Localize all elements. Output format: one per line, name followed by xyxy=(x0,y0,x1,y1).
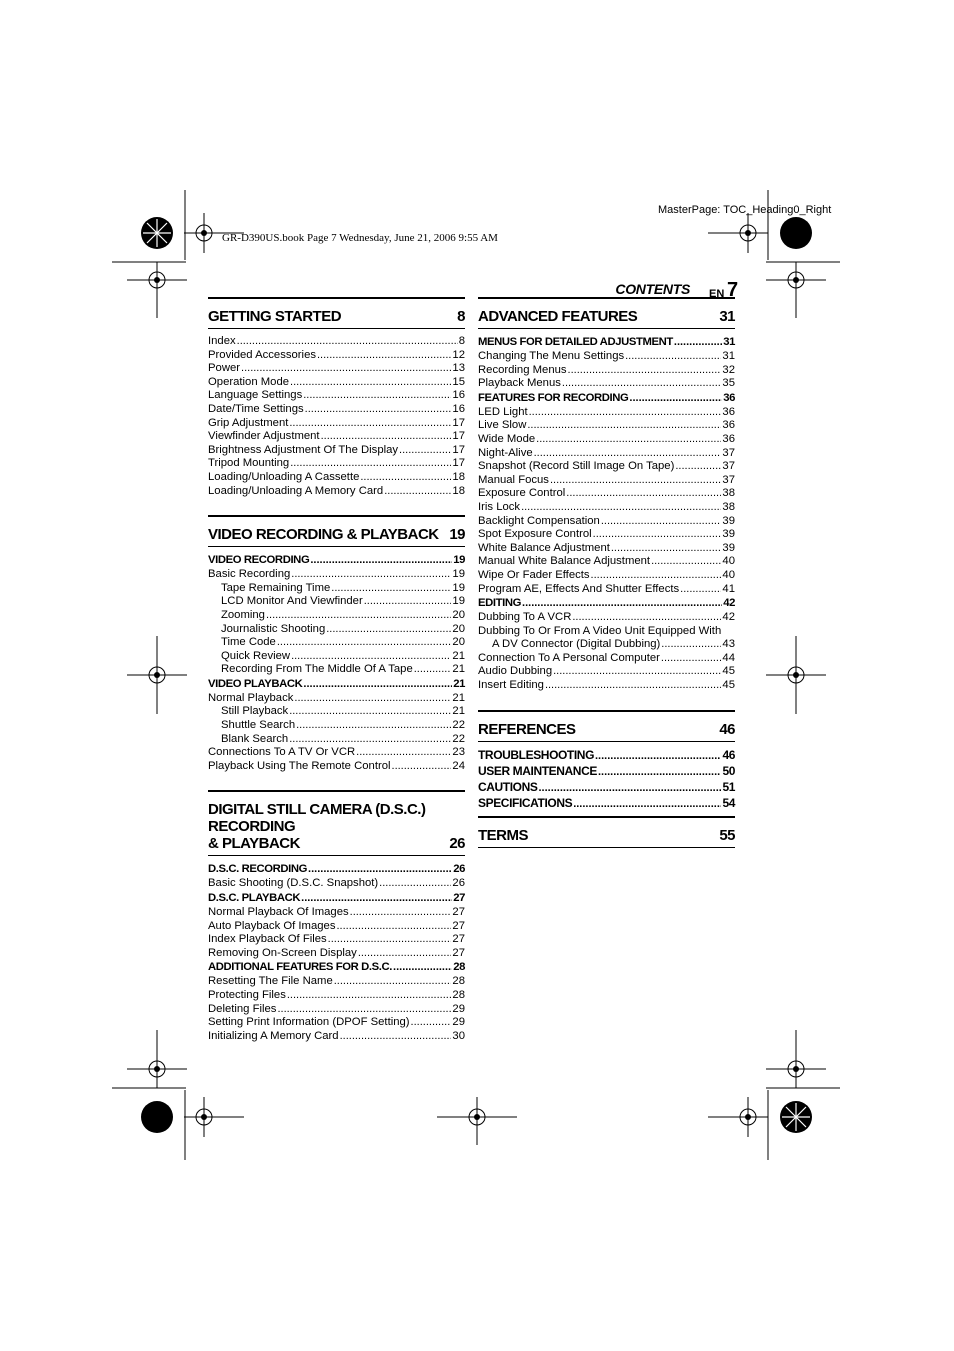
entry-label: Date/Time Settings xyxy=(208,402,304,415)
toc-entry[interactable] xyxy=(208,457,465,471)
entry-page: 39 xyxy=(722,514,735,527)
entry-label: Playback Menus xyxy=(478,377,561,390)
entry-label: Index Playback Of Files xyxy=(208,933,327,946)
entry-label: Changing The Menu Settings xyxy=(478,350,625,362)
entry-label: Insert Editing xyxy=(478,679,544,692)
dot-leader xyxy=(291,650,451,664)
section-page: 8 xyxy=(457,308,465,325)
dot-leader xyxy=(545,679,721,693)
entry-label: Auto Playback Of Images xyxy=(208,919,336,932)
entry-page: 22 xyxy=(452,719,465,732)
dot-leader xyxy=(340,1030,452,1044)
dot-leader xyxy=(562,377,722,391)
section-title: ADVANCED FEATURES xyxy=(478,308,638,325)
dot-leader xyxy=(266,609,451,623)
entry-page: 20 xyxy=(452,608,465,621)
entry-page: 37 xyxy=(722,460,735,473)
entry-label: Power xyxy=(208,362,241,375)
toc-entry[interactable] xyxy=(478,447,735,461)
dot-leader xyxy=(296,719,451,733)
dot-leader xyxy=(287,989,452,1003)
entry-page: 23 xyxy=(452,746,465,759)
toc-entry[interactable] xyxy=(478,350,735,364)
dot-leader xyxy=(289,705,451,719)
entry-label: Index xyxy=(208,335,236,347)
entry-label: Journalistic Shooting xyxy=(221,622,326,635)
entry-page: 31 xyxy=(722,350,735,362)
toc-major-entry[interactable] xyxy=(478,796,735,812)
dot-leader xyxy=(358,947,452,961)
entry-label: Time Code xyxy=(221,636,276,649)
entry-label: USER MAINTENANCE xyxy=(478,763,597,778)
entry-label: Tape Remaining Time xyxy=(221,581,331,594)
toc-entry[interactable] xyxy=(478,569,735,583)
entry-page: 18 xyxy=(452,484,465,497)
dot-leader xyxy=(521,501,721,515)
dot-leader xyxy=(598,765,721,780)
toc-entry[interactable] xyxy=(478,501,735,515)
dot-leader xyxy=(534,447,722,461)
entry-page: 21 xyxy=(452,705,465,718)
entry-page: 26 xyxy=(452,877,465,890)
entry-label: Manual Focus xyxy=(478,473,549,486)
entry-label: LCD Monitor And Viewfinder xyxy=(221,595,363,608)
toc-entry[interactable] xyxy=(208,920,465,934)
toc-entry[interactable] xyxy=(208,760,465,774)
toc-entry[interactable] xyxy=(208,746,465,760)
entry-label: Program AE, Effects And Shutter Effects xyxy=(478,582,680,595)
entry-page: 8 xyxy=(458,335,465,347)
toc-subheading[interactable]: FEATURES FOR RECORDING ..... 36 xyxy=(478,391,735,406)
dot-leader xyxy=(305,403,452,417)
entry-page: 21 xyxy=(452,649,465,662)
toc-entry[interactable] xyxy=(208,376,465,390)
entry-page: 18 xyxy=(452,470,465,483)
toc-entry[interactable] xyxy=(208,947,465,961)
entry-label: Manual White Balance Adjustment xyxy=(478,555,651,568)
dot-leader xyxy=(675,460,721,474)
toc-entry[interactable] xyxy=(478,542,735,556)
entry-label: Night-Alive xyxy=(478,446,533,459)
menus-list xyxy=(478,350,735,391)
dot-leader xyxy=(680,583,721,597)
dot-leader xyxy=(360,471,451,485)
dsc-additional-list xyxy=(208,975,465,1043)
entry-label: Resetting The File Name xyxy=(208,975,333,988)
toc-entry[interactable] xyxy=(478,487,735,501)
entry-page: 38 xyxy=(722,500,735,513)
entry-label: Spot Exposure Control xyxy=(478,528,592,541)
toc-entry[interactable] xyxy=(208,877,465,891)
section-terms[interactable] xyxy=(478,816,735,848)
entry-label: Backlight Compensation xyxy=(478,514,600,527)
toc-entry[interactable] xyxy=(208,403,465,417)
entry-label: Connection To A Personal Computer xyxy=(478,651,660,664)
entry-page: 17 xyxy=(452,457,465,470)
dot-leader xyxy=(326,623,451,637)
masterpage-label: MasterPage: TOC_Heading0_Right xyxy=(658,204,832,216)
language-label: EN xyxy=(709,288,725,300)
entry-page: 35 xyxy=(722,377,735,390)
dot-leader xyxy=(303,389,451,403)
toc-entry[interactable] xyxy=(478,419,735,433)
contents-label: CONTENTS xyxy=(615,281,690,297)
toc-entry[interactable] xyxy=(478,460,735,474)
toc-entry[interactable] xyxy=(478,515,735,529)
section-references[interactable] xyxy=(478,710,735,742)
dot-leader xyxy=(384,485,451,499)
dot-leader xyxy=(290,376,451,390)
section-page: 31 xyxy=(719,308,735,325)
entry-label: Loading/Unloading A Memory Card xyxy=(208,484,384,497)
entry-page: 16 xyxy=(452,402,465,415)
toc-entry[interactable] xyxy=(478,665,735,679)
section-page: 46 xyxy=(719,720,735,738)
toc-entry[interactable] xyxy=(208,471,465,485)
dot-leader xyxy=(591,569,722,583)
dot-leader xyxy=(601,515,722,529)
dot-leader xyxy=(290,457,451,471)
toc-entry[interactable] xyxy=(208,362,465,376)
toc-entry[interactable] xyxy=(478,433,735,447)
toc-entry[interactable] xyxy=(208,1003,465,1017)
toc-subheading[interactable]: ADDITIONAL FEATURES FOR D.S.C. ..... 28 xyxy=(208,960,465,975)
toc-major-entry[interactable] xyxy=(478,780,735,796)
video-playback-list xyxy=(208,705,465,746)
toc-major-entry[interactable] xyxy=(478,764,735,780)
toc-entry[interactable]: Dubbing To A VCR ..... 42 xyxy=(478,611,735,625)
section-page: 26 xyxy=(449,835,465,853)
dot-leader xyxy=(625,350,721,364)
dot-leader xyxy=(289,417,451,431)
dot-leader xyxy=(328,933,452,947)
dot-leader xyxy=(550,474,721,488)
entry-page: 29 xyxy=(452,1016,465,1029)
entry-label: Wide Mode xyxy=(478,432,536,445)
section-title: DIGITAL STILL CAMERA (D.S.C.) RECORDING xyxy=(208,801,426,836)
dot-leader xyxy=(399,444,451,458)
entry-label: Quick Review xyxy=(221,649,291,662)
toc-left-column xyxy=(208,297,465,1043)
toc-entry[interactable] xyxy=(478,528,735,542)
toc-entry[interactable] xyxy=(208,933,465,947)
toc-entry[interactable] xyxy=(208,636,465,650)
entry-label: Basic Shooting (D.S.C. Snapshot) xyxy=(208,877,379,890)
entry-label: TROUBLESHOOTING xyxy=(478,747,594,762)
dot-leader xyxy=(529,406,722,420)
section-title-line2: & PLAYBACK xyxy=(208,835,300,853)
dot-leader xyxy=(411,1016,452,1030)
page-number: 7 xyxy=(727,279,739,301)
dot-leader xyxy=(321,430,452,444)
entry-label: White Balance Adjustment xyxy=(478,541,610,554)
toc-subheading[interactable]: D.S.C. PLAYBACK ..... 27 xyxy=(208,891,465,906)
entry-page: 17 xyxy=(452,430,465,443)
dot-leader xyxy=(566,487,721,501)
toc-entry[interactable] xyxy=(208,430,465,444)
dsc-playback-list xyxy=(208,906,465,960)
toc-entry[interactable]: Normal Playback ..... 21 xyxy=(208,692,465,706)
toc-major-entry[interactable] xyxy=(478,748,735,764)
entry-page: 15 xyxy=(452,375,465,388)
toc-entry[interactable] xyxy=(208,906,465,920)
toc-entry[interactable] xyxy=(208,389,465,403)
entry-page: 12 xyxy=(452,348,465,361)
entry-page: 20 xyxy=(452,622,465,635)
entry-label: Removing On-Screen Display xyxy=(208,946,357,959)
toc-entry[interactable] xyxy=(478,583,735,597)
entry-page: 29 xyxy=(452,1002,465,1015)
entry-page: 36 xyxy=(722,419,735,432)
dot-leader xyxy=(350,906,452,920)
toc-entry[interactable] xyxy=(478,377,735,391)
entry-page: 24 xyxy=(452,759,465,772)
toc-entry[interactable] xyxy=(208,1016,465,1030)
entry-label: Setting Print Information (DPOF Setting) xyxy=(208,1016,410,1029)
entry-label: Connections To A TV Or VCR xyxy=(208,746,356,759)
entry-label: LED Light xyxy=(478,405,528,418)
section-title: REFERENCES xyxy=(478,720,576,738)
dot-leader xyxy=(611,542,722,556)
dot-leader xyxy=(392,760,452,774)
toc-entry[interactable] xyxy=(478,364,735,378)
toc-entry[interactable]: Dubbing To Or From A Video Unit Equipped With A DV Connector (Digital Dubbing) ..... 43 xyxy=(478,625,735,652)
toc-entry[interactable] xyxy=(478,679,735,693)
entry-label: Protecting Files xyxy=(208,989,286,1001)
section-title: GETTING STARTED xyxy=(208,308,342,325)
toc-entry[interactable]: Basic Recording ..... 19 xyxy=(208,568,465,582)
entry-page: 50 xyxy=(722,763,735,778)
toc-entry[interactable] xyxy=(208,335,465,349)
entry-page: 19 xyxy=(452,581,465,594)
entry-page: 37 xyxy=(722,446,735,459)
entry-label: Tripod Mounting xyxy=(208,457,290,470)
entry-page: 41 xyxy=(722,582,735,595)
dot-leader xyxy=(553,665,721,679)
entry-page: 17 xyxy=(452,416,465,429)
getting-started-list xyxy=(208,335,465,498)
entry-label: Loading/Unloading A Cassette xyxy=(208,470,360,483)
entry-label: Recording From The Middle Of A Tape xyxy=(221,663,413,676)
entry-page: 40 xyxy=(722,568,735,581)
entry-page: 20 xyxy=(452,636,465,649)
section-video[interactable] xyxy=(208,515,465,547)
toc-entry[interactable] xyxy=(478,555,735,569)
entry-label: Audio Dubbing xyxy=(478,665,553,678)
section-getting-started[interactable] xyxy=(208,297,465,329)
entry-label: Normal Playback Of Images xyxy=(208,906,349,919)
entry-label: Still Playback xyxy=(221,705,289,718)
dot-leader xyxy=(277,636,452,650)
entry-label: Language Settings xyxy=(208,389,303,402)
section-dsc[interactable] xyxy=(208,790,465,856)
dsc-recording-list xyxy=(208,877,465,891)
dot-leader xyxy=(356,746,451,760)
toc-subheading[interactable]: D.S.C. RECORDING ..... 26 xyxy=(208,862,465,877)
toc-right-column xyxy=(478,297,735,854)
features-list xyxy=(478,406,735,596)
entry-page: 44 xyxy=(722,651,735,664)
entry-label: Live Slow xyxy=(478,419,527,432)
dot-leader xyxy=(364,595,452,609)
dot-leader xyxy=(317,349,451,363)
toc-subheading[interactable]: VIDEO RECORDING ..... 19 xyxy=(208,553,465,568)
entry-label: Provided Accessories xyxy=(208,348,316,361)
entry-label: Zooming xyxy=(221,608,265,621)
dot-leader xyxy=(336,920,451,934)
dot-leader xyxy=(331,582,451,596)
entry-page: 22 xyxy=(452,732,465,745)
dot-leader xyxy=(289,733,451,747)
toc-entry[interactable] xyxy=(208,663,465,677)
entry-page: 28 xyxy=(452,975,465,988)
entry-page: 30 xyxy=(452,1029,465,1042)
entry-page: 32 xyxy=(722,363,735,376)
entry-page: 51 xyxy=(722,780,735,795)
dot-leader xyxy=(538,781,721,796)
entry-label: Viewfinder Adjustment xyxy=(208,430,320,443)
dot-leader xyxy=(651,555,721,569)
toc-entry[interactable] xyxy=(208,609,465,623)
entry-label: Initializing A Memory Card xyxy=(208,1029,339,1042)
entry-page: 17 xyxy=(452,443,465,456)
dot-leader xyxy=(277,1003,451,1017)
toc-entry[interactable] xyxy=(208,582,465,596)
entry-page: 45 xyxy=(722,679,735,692)
toc-entry[interactable] xyxy=(208,623,465,637)
entry-page: 46 xyxy=(722,747,735,762)
dot-leader xyxy=(536,433,721,447)
entry-label: Brightness Adjustment Of The Display xyxy=(208,443,399,456)
dot-leader xyxy=(568,364,722,378)
section-title: TERMS xyxy=(478,827,528,845)
toc-entry[interactable] xyxy=(208,349,465,363)
entry-label: Wipe Or Fader Effects xyxy=(478,568,590,581)
toc-entry[interactable] xyxy=(208,444,465,458)
entry-page: 45 xyxy=(722,665,735,678)
entry-label: SPECIFICATIONS xyxy=(478,796,573,811)
entry-page: 16 xyxy=(452,389,465,402)
entry-page: 37 xyxy=(722,473,735,486)
toc-subheading[interactable]: MENUS FOR DETAILED ADJUSTMENT ..... 31 xyxy=(478,335,735,350)
dot-leader xyxy=(661,652,722,666)
entry-page: 28 xyxy=(452,989,465,1001)
entry-label: Blank Search xyxy=(221,732,289,745)
entry-page: 54 xyxy=(722,796,735,811)
dot-leader xyxy=(593,528,722,542)
toc-entry[interactable] xyxy=(208,705,465,719)
section-page: 19 xyxy=(449,526,465,544)
entry-page: 21 xyxy=(452,663,465,676)
entry-label: Deleting Files xyxy=(208,1002,277,1015)
dot-leader xyxy=(379,877,451,891)
dot-leader xyxy=(573,797,721,812)
section-page: 55 xyxy=(719,827,735,845)
toc-entry[interactable] xyxy=(478,406,735,420)
entry-label: Operation Mode xyxy=(208,375,290,388)
entry-label: Recording Menus xyxy=(478,363,567,376)
entry-label: Exposure Control xyxy=(478,487,566,500)
entry-label: Iris Lock xyxy=(478,500,521,513)
dot-leader xyxy=(414,663,452,677)
toc-entry[interactable] xyxy=(208,719,465,733)
entry-page: 27 xyxy=(452,933,465,946)
video-tail-list xyxy=(208,746,465,773)
section-title: VIDEO RECORDING & PLAYBACK xyxy=(208,526,439,544)
entry-page: 36 xyxy=(722,405,735,418)
entry-page: 13 xyxy=(452,362,465,375)
dot-leader xyxy=(527,419,721,433)
entry-page: 27 xyxy=(452,946,465,959)
entry-page: 19 xyxy=(452,595,465,608)
entry-page: 39 xyxy=(722,541,735,554)
book-info-line: GR-D390US.book Page 7 Wednesday, June 21, 2006 9:55 AM xyxy=(222,232,498,244)
dot-leader xyxy=(237,335,458,349)
toc-entry[interactable] xyxy=(208,975,465,989)
toc-entry[interactable] xyxy=(208,485,465,499)
entry-label: Grip Adjustment xyxy=(208,416,289,429)
video-recording-list xyxy=(208,582,465,677)
entry-page: 39 xyxy=(722,528,735,541)
toc-entry[interactable] xyxy=(208,1030,465,1044)
entry-page: 40 xyxy=(722,555,735,568)
entry-label: Shuttle Search xyxy=(221,719,296,732)
entry-page: 38 xyxy=(722,487,735,500)
toc-entry[interactable] xyxy=(208,417,465,431)
toc-subheading[interactable]: VIDEO PLAYBACK ..... 21 xyxy=(208,677,465,692)
toc-entry[interactable] xyxy=(478,474,735,488)
entry-label: CAUTIONS xyxy=(478,780,538,795)
editing-list xyxy=(478,652,735,693)
entry-page: 27 xyxy=(452,919,465,932)
entry-page: 27 xyxy=(452,906,465,919)
toc-entry[interactable] xyxy=(208,650,465,664)
toc-entry[interactable] xyxy=(208,595,465,609)
entry-label: Playback Using The Remote Control xyxy=(208,759,391,772)
entry-page: 36 xyxy=(722,432,735,445)
section-advanced[interactable] xyxy=(478,297,735,329)
toc-entry[interactable] xyxy=(208,733,465,747)
references-list xyxy=(478,748,735,813)
dot-leader xyxy=(334,975,452,989)
dot-leader xyxy=(241,362,451,376)
toc-entry[interactable] xyxy=(478,652,735,666)
dot-leader xyxy=(595,749,721,764)
toc-subheading[interactable]: EDITING ..... 42 xyxy=(478,596,735,611)
entry-label: Snapshot (Record Still Image On Tape) xyxy=(478,460,675,473)
toc-entry[interactable] xyxy=(208,989,465,1003)
